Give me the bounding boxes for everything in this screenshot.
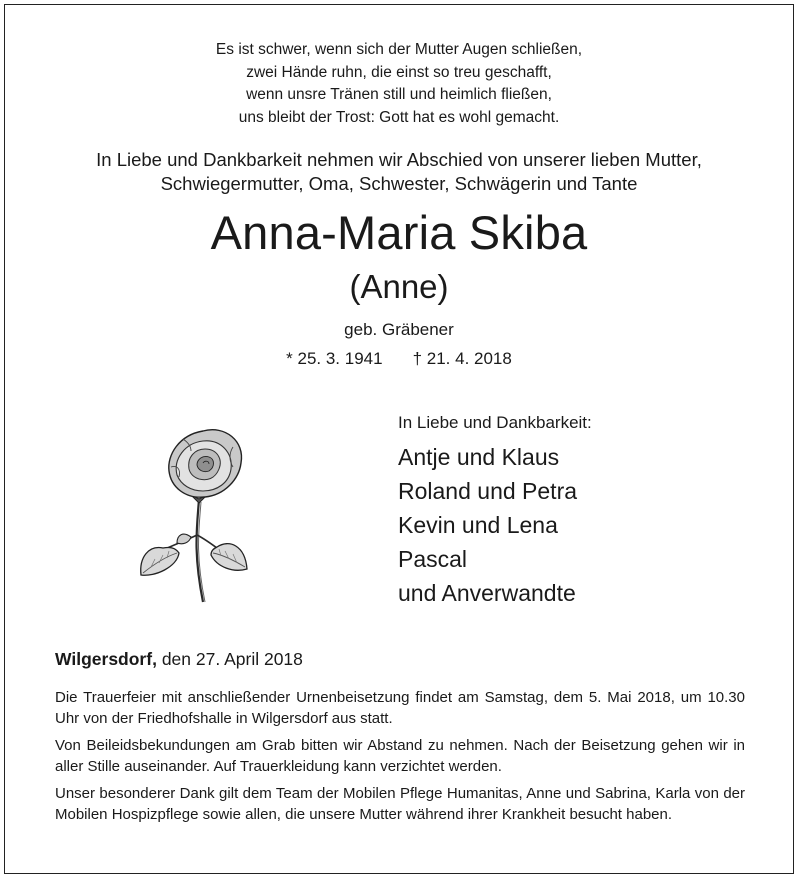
deceased-name: Anna-Maria Skiba xyxy=(210,206,588,259)
intro-line: In Liebe und Dankbarkeit nehmen wir Abschied von unserer lieben Mutter, xyxy=(96,149,702,170)
mourners-list xyxy=(398,440,577,610)
rose-icon xyxy=(133,417,253,607)
location-place: Wilgersdorf, xyxy=(55,649,157,669)
intro-line: Schwiegermutter, Oma, Schwester, Schwägerin und Tante xyxy=(160,173,638,194)
details-paragraph: Unser besonderer Dank gilt dem Team der Mobilen Pflege Humanitas, Anne und Sabrina, Karla von der Mobilen Hospizpflege sowie allen, die unsere Mutter während ihrer Krankheit besucht haben. xyxy=(55,785,745,823)
mourners-heading: In Liebe und Dankbarkeit: xyxy=(398,413,592,432)
mourner-name: Antje und Klaus xyxy=(398,444,560,470)
birth-date: * 25. 3. 1941 xyxy=(286,349,383,368)
mourner-name: Pascal xyxy=(398,546,468,572)
poem-line: uns bleibt der Trost: Gott hat es wohl gemacht. xyxy=(238,108,560,126)
poem-line: wenn unsre Tränen still und heimlich fließen, xyxy=(246,86,552,103)
poem-line: zwei Hände ruhn, die einst so treu geschafft, xyxy=(246,63,552,81)
details-text xyxy=(55,687,745,831)
details-paragraph: Die Trauerfeier mit anschließender Urnenbeisetzung findet am Samstag, dem 5. Mai 2018, um 10.30 Uhr von der Friedhofshalle in Wilgersdorf aus statt. xyxy=(55,689,745,727)
deceased-nickname: (Anne) xyxy=(349,268,449,305)
details-paragraph: Von Beileidsbekundungen am Grab bitten wir Abstand zu nehmen. Nach der Beisetzung gehen wir in aller Stille auseinander. Auf Trauerkleidung kann verzichtet werden. xyxy=(55,737,745,775)
mourner-name: und Anverwandte xyxy=(398,580,576,606)
mourner-name: Kevin und Lena xyxy=(398,512,558,538)
location-date xyxy=(55,647,303,671)
poem-line: Es ist schwer, wenn sich der Mutter Augen schließen, xyxy=(215,41,583,58)
poem xyxy=(5,39,793,129)
life-dates xyxy=(5,347,793,371)
maiden-name: geb. Gräbener xyxy=(344,320,454,339)
mourner-name: Roland und Petra xyxy=(398,478,578,504)
obituary-notice xyxy=(4,4,794,874)
intro-text xyxy=(5,148,793,196)
death-date: † 21. 4. 2018 xyxy=(412,349,512,368)
location-date-text: den 27. April 2018 xyxy=(161,649,303,669)
